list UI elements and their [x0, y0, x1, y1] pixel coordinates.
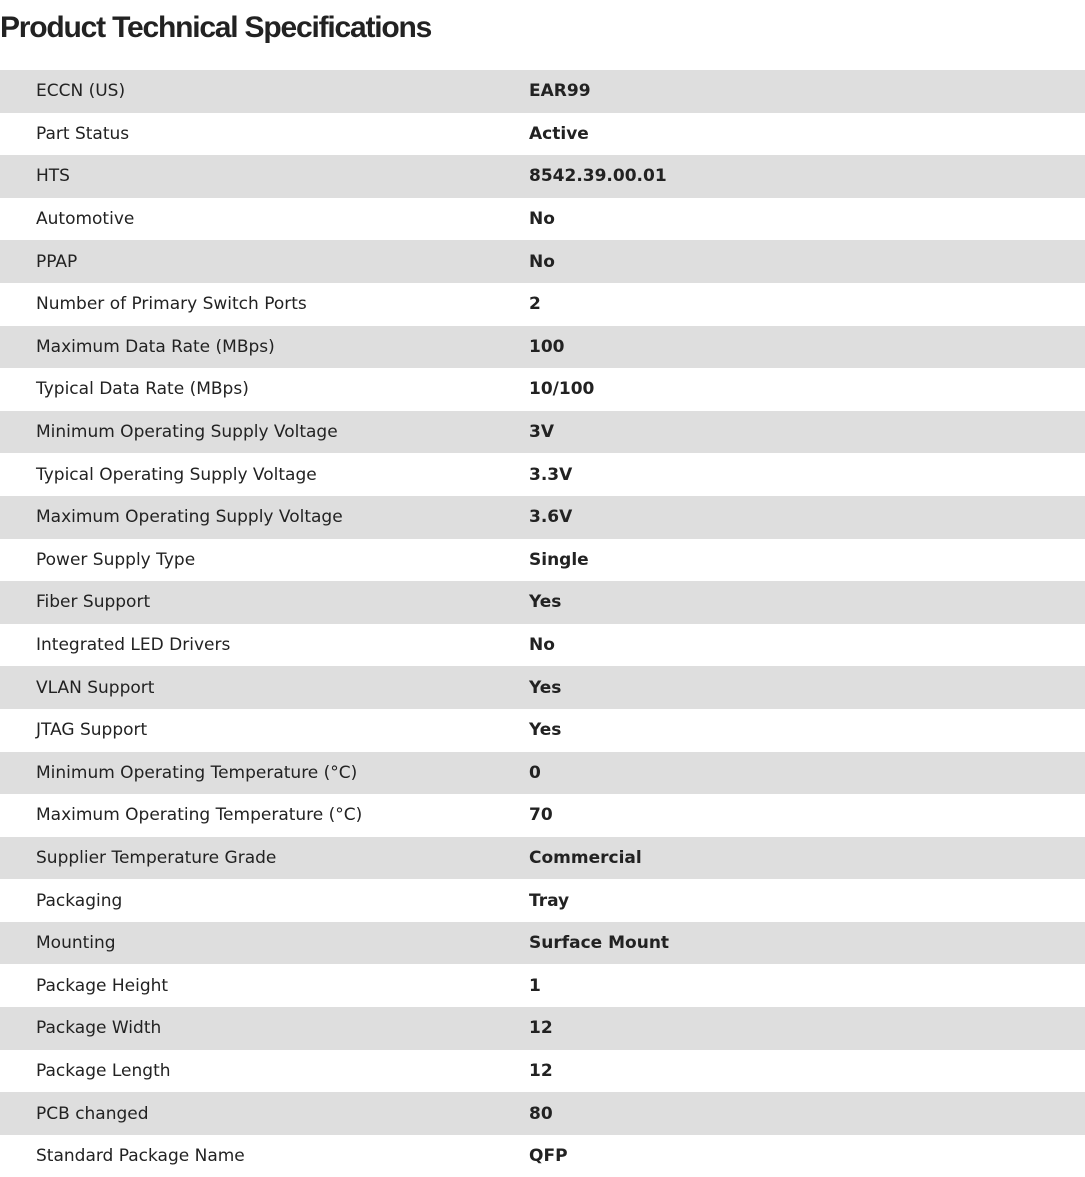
spec-label: Minimum Operating Temperature (°C) [36, 762, 358, 783]
spec-row [0, 964, 1085, 1007]
spec-value: Surface Mount [529, 933, 670, 954]
spec-label: Typical Operating Supply Voltage [36, 464, 317, 485]
spec-value: 80 [529, 1103, 553, 1124]
spec-row [0, 1050, 1085, 1093]
spec-row [0, 496, 1085, 539]
spec-value: 3.6V [529, 507, 573, 528]
spec-row [0, 752, 1085, 795]
spec-value: 12 [529, 1018, 553, 1039]
spec-row [0, 155, 1085, 198]
spec-row [0, 1135, 1085, 1177]
spec-label: Fiber Support [36, 592, 151, 613]
spec-row [0, 709, 1085, 752]
spec-row [0, 240, 1085, 283]
spec-label: JTAG Support [36, 720, 148, 741]
spec-label: Automotive [36, 209, 135, 230]
spec-label: HTS [36, 166, 70, 187]
spec-value: 10/100 [529, 379, 595, 400]
spec-label: Number of Primary Switch Ports [36, 294, 307, 315]
spec-value: 8542.39.00.01 [529, 166, 667, 187]
spec-label: Minimum Operating Supply Voltage [36, 422, 338, 443]
spec-label: PCB changed [36, 1103, 149, 1124]
spec-label: Package Width [36, 1018, 162, 1039]
spec-row [0, 326, 1085, 369]
spec-row [0, 879, 1085, 922]
spec-label: Part Status [36, 123, 130, 144]
spec-value: Yes [529, 592, 562, 613]
spec-row [0, 837, 1085, 880]
spec-value: Tray [529, 890, 570, 911]
spec-label: Package Length [36, 1060, 171, 1081]
spec-row [0, 794, 1085, 837]
spec-value: Yes [529, 720, 562, 741]
spec-value: QFP [529, 1146, 568, 1167]
spec-value: 3.3V [529, 464, 573, 485]
spec-table [0, 70, 1085, 1177]
spec-value: 0 [529, 762, 541, 783]
spec-row [0, 283, 1085, 326]
spec-row [0, 1092, 1085, 1135]
spec-value: No [529, 251, 555, 272]
spec-value: 100 [529, 336, 565, 357]
spec-label: Package Height [36, 975, 169, 996]
spec-value: Active [529, 123, 589, 144]
spec-value: No [529, 635, 555, 656]
spec-label: Maximum Data Rate (MBps) [36, 336, 275, 357]
spec-label: Standard Package Name [36, 1146, 245, 1167]
spec-label: VLAN Support [36, 677, 155, 698]
spec-row [0, 411, 1085, 454]
spec-row [0, 198, 1085, 241]
spec-value: Commercial [529, 847, 642, 868]
spec-label: Power Supply Type [36, 549, 196, 570]
spec-value: 1 [529, 975, 541, 996]
spec-value: 12 [529, 1060, 553, 1081]
spec-value: 2 [529, 294, 541, 315]
spec-value: EAR99 [529, 81, 591, 102]
spec-row [0, 624, 1085, 667]
spec-value: 3V [529, 422, 554, 443]
spec-row [0, 368, 1085, 411]
spec-value: 70 [529, 805, 553, 826]
spec-label: Integrated LED Drivers [36, 635, 231, 656]
spec-label: Mounting [36, 933, 116, 954]
spec-label: Packaging [36, 890, 123, 911]
spec-value: Yes [529, 677, 562, 698]
spec-label: ECCN (US) [36, 81, 126, 102]
spec-row [0, 666, 1085, 709]
spec-label: Supplier Temperature Grade [36, 847, 277, 868]
spec-row [0, 1007, 1085, 1050]
spec-row [0, 453, 1085, 496]
spec-label: Maximum Operating Supply Voltage [36, 507, 343, 528]
spec-row [0, 113, 1085, 156]
spec-row [0, 581, 1085, 624]
spec-row [0, 70, 1085, 113]
spec-label: PPAP [36, 251, 78, 272]
spec-label: Maximum Operating Temperature (°C) [36, 805, 363, 826]
spec-row [0, 922, 1085, 965]
spec-value: Single [529, 549, 589, 570]
spec-row [0, 539, 1085, 582]
spec-label: Typical Data Rate (MBps) [36, 379, 249, 400]
spec-value: No [529, 209, 555, 230]
page-title: Product Technical Specifications [0, 11, 432, 44]
